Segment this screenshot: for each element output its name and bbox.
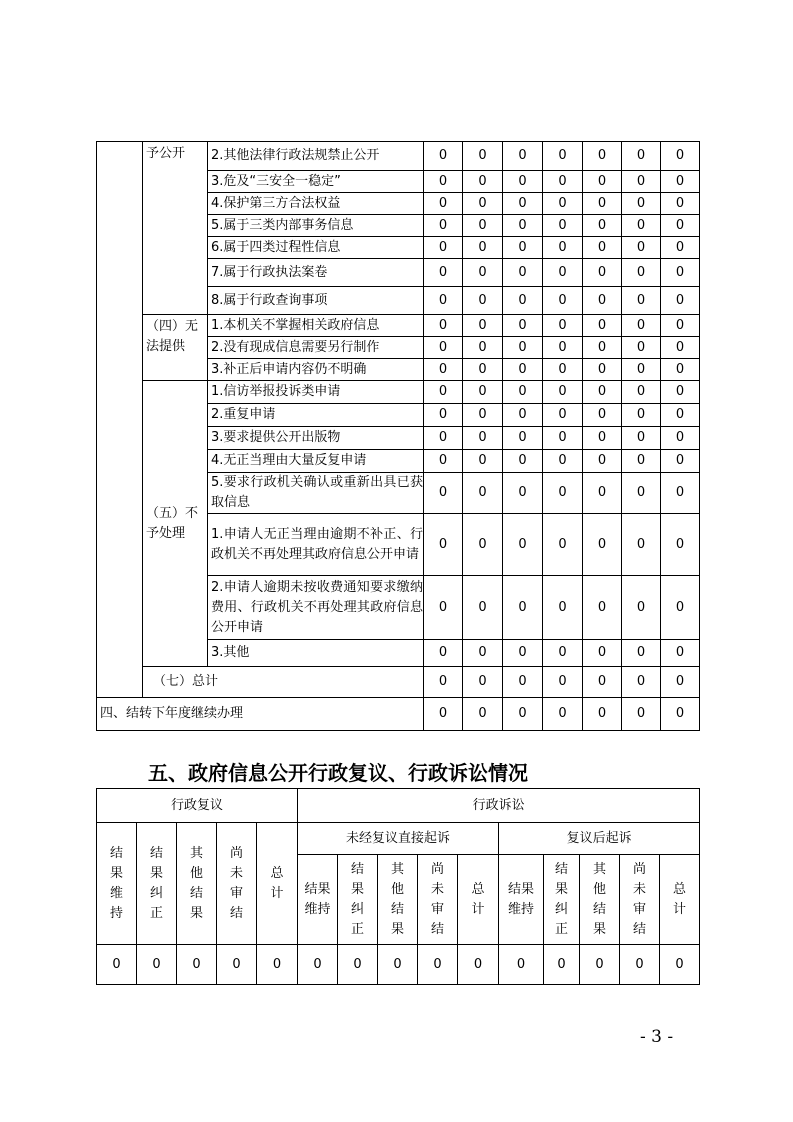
litigation-header: 行政诉讼 <box>298 789 700 823</box>
value-cell: 0 <box>543 427 583 450</box>
value-cell: 0 <box>583 514 622 576</box>
value-cell: 0 <box>503 381 543 404</box>
value-cell: 0 <box>583 193 622 215</box>
direct-other-result <box>378 855 418 945</box>
value-cell: 0 <box>543 359 583 381</box>
value-cell: 0 <box>503 667 543 698</box>
value-cell: 0 <box>583 359 622 381</box>
value-cell: 0 <box>503 576 543 640</box>
value-cell: 0 <box>424 315 463 337</box>
after-other-result <box>580 855 620 945</box>
value-cell: 0 <box>463 381 503 404</box>
value-cell: 0 <box>503 215 543 237</box>
value-cell: 0 <box>503 514 543 576</box>
col-label: 结果维持 <box>109 845 123 921</box>
value-cell: 0 <box>503 450 543 473</box>
review-litigation-table <box>96 788 700 985</box>
value-cell: 0 <box>622 171 661 193</box>
value-cell: 0 <box>463 359 503 381</box>
after-result-corrected <box>544 855 580 945</box>
outer-blank-cell <box>97 142 143 698</box>
value-cell: 0 <box>583 640 622 667</box>
direct-suit-header: 未经复议直接起诉 <box>298 823 499 855</box>
value-cell: 0 <box>424 667 463 698</box>
col-label: 结果维持 <box>304 881 331 917</box>
col-label: 总计 <box>270 865 284 901</box>
value-cell: 0 <box>543 473 583 514</box>
value-cell: 0 <box>463 142 503 171</box>
row-label: 7.属于行政执法案卷 <box>208 259 424 287</box>
value-cell: 0 <box>661 337 700 359</box>
value-cell: 0 <box>583 450 622 473</box>
row-label: 2.申请人逾期未按收费通知要求缴纳费用、行政机关不再处理其政府信息公开申请 <box>208 576 424 640</box>
value-cell: 0 <box>543 576 583 640</box>
after-pending <box>620 855 660 945</box>
value-cell: 0 <box>424 337 463 359</box>
value-cell: 0 <box>424 259 463 287</box>
value-cell: 0 <box>424 640 463 667</box>
value-cell: 0 <box>580 945 620 985</box>
review-total <box>257 823 298 945</box>
value-cell: 0 <box>503 142 543 171</box>
value-cell: 0 <box>463 640 503 667</box>
value-cell: 0 <box>661 142 700 171</box>
review-result-corrected <box>137 823 177 945</box>
value-cell: 0 <box>661 450 700 473</box>
value-cell: 0 <box>543 698 583 731</box>
value-cell: 0 <box>217 945 257 985</box>
value-cell: 0 <box>660 945 700 985</box>
value-cell: 0 <box>543 287 583 315</box>
value-cell: 0 <box>543 514 583 576</box>
value-cell: 0 <box>543 381 583 404</box>
value-cell: 0 <box>622 359 661 381</box>
value-cell: 0 <box>503 640 543 667</box>
value-cell: 0 <box>463 237 503 259</box>
value-cell: 0 <box>622 215 661 237</box>
value-cell: 0 <box>661 359 700 381</box>
value-cell: 0 <box>661 315 700 337</box>
value-cell: 0 <box>543 337 583 359</box>
value-cell: 0 <box>298 945 338 985</box>
value-cell: 0 <box>622 315 661 337</box>
category-not-processed: （五）不予处理 <box>143 381 208 667</box>
value-cell: 0 <box>503 237 543 259</box>
col-label: 总计 <box>471 881 485 917</box>
col-label: 结果维持 <box>508 881 535 917</box>
row-label: 1.本机关不掌握相关政府信息 <box>208 315 424 337</box>
value-cell: 0 <box>463 315 503 337</box>
row-label: 2.其他法律行政法规禁止公开 <box>208 142 424 171</box>
value-cell: 0 <box>622 404 661 427</box>
after-result-upheld <box>499 855 544 945</box>
row-label: 1.申请人无正当理由逾期不补正、行政机关不再处理其政府信息公开申请 <box>208 514 424 576</box>
value-cell: 0 <box>97 945 137 985</box>
col-label: 其他结果 <box>391 861 405 937</box>
value-cell: 0 <box>378 945 418 985</box>
value-cell: 0 <box>661 287 700 315</box>
value-cell: 0 <box>463 473 503 514</box>
value-cell: 0 <box>424 404 463 427</box>
value-cell: 0 <box>543 315 583 337</box>
value-cell: 0 <box>661 171 700 193</box>
value-cell: 0 <box>424 359 463 381</box>
table-row <box>97 381 700 404</box>
row-label: 3.补正后申请内容仍不明确 <box>208 359 424 381</box>
value-cell: 0 <box>503 698 543 731</box>
carry-over-row <box>97 698 700 731</box>
value-cell: 0 <box>543 404 583 427</box>
value-cell: 0 <box>424 450 463 473</box>
value-cell: 0 <box>661 237 700 259</box>
value-cell: 0 <box>661 381 700 404</box>
value-cell: 0 <box>583 404 622 427</box>
value-cell: 0 <box>424 514 463 576</box>
value-cell: 0 <box>418 945 458 985</box>
value-cell: 0 <box>583 287 622 315</box>
col-label: 结果纠正 <box>351 861 365 937</box>
col-label: 其他结果 <box>189 845 203 921</box>
col-label: 尚未审结 <box>431 861 445 937</box>
value-cell: 0 <box>622 237 661 259</box>
col-label: 尚未审结 <box>229 845 243 921</box>
review-other-result <box>177 823 217 945</box>
value-cell: 0 <box>463 215 503 237</box>
value-cell: 0 <box>544 945 580 985</box>
page-number: - 3 - <box>640 1027 674 1047</box>
col-label: 尚未审结 <box>633 861 647 937</box>
value-cell: 0 <box>503 259 543 287</box>
value-cell: 0 <box>543 259 583 287</box>
value-cell: 0 <box>583 215 622 237</box>
value-cell: 0 <box>622 514 661 576</box>
value-cell: 0 <box>622 667 661 698</box>
value-cell: 0 <box>424 171 463 193</box>
row-label: 4.无正当理由大量反复申请 <box>208 450 424 473</box>
value-cell: 0 <box>543 450 583 473</box>
col-label: 结果纠正 <box>555 861 569 937</box>
value-cell: 0 <box>458 945 499 985</box>
row-label: 8.属于行政查询事项 <box>208 287 424 315</box>
direct-result-upheld <box>298 855 338 945</box>
value-cell: 0 <box>622 259 661 287</box>
value-cell: 0 <box>424 142 463 171</box>
value-cell: 0 <box>137 945 177 985</box>
direct-result-corrected <box>338 855 378 945</box>
row-label: 3.要求提供公开出版物 <box>208 427 424 450</box>
value-cell: 0 <box>583 142 622 171</box>
value-cell: 0 <box>463 171 503 193</box>
col-label: 总计 <box>673 881 687 917</box>
value-cell: 0 <box>661 193 700 215</box>
value-cell: 0 <box>463 259 503 287</box>
value-cell: 0 <box>661 427 700 450</box>
row-label: 5.要求行政机关确认或重新出具已获取信息 <box>208 473 424 514</box>
value-cell: 0 <box>583 171 622 193</box>
row-label: 2.重复申请 <box>208 404 424 427</box>
category-cont: 予公开 <box>143 142 208 315</box>
value-cell: 0 <box>463 667 503 698</box>
row-label: 2.没有现成信息需要另行制作 <box>208 337 424 359</box>
value-cell: 0 <box>503 473 543 514</box>
value-cell: 0 <box>463 450 503 473</box>
row-label: 1.信访举报投诉类申请 <box>208 381 424 404</box>
value-cell: 0 <box>543 640 583 667</box>
value-cell: 0 <box>503 427 543 450</box>
value-cell: 0 <box>503 193 543 215</box>
value-cell: 0 <box>583 337 622 359</box>
value-cell: 0 <box>503 337 543 359</box>
value-cell: 0 <box>622 381 661 404</box>
total-row <box>97 667 700 698</box>
value-cell: 0 <box>622 142 661 171</box>
value-cell: 0 <box>463 404 503 427</box>
row-label: 6.属于四类过程性信息 <box>208 237 424 259</box>
value-cell: 0 <box>463 514 503 576</box>
value-cell: 0 <box>177 945 217 985</box>
review-result-upheld <box>97 823 137 945</box>
value-cell: 0 <box>463 193 503 215</box>
carry-over-label: 四、结转下年度继续办理 <box>97 698 424 731</box>
value-cell: 0 <box>424 473 463 514</box>
value-cell: 0 <box>661 698 700 731</box>
value-cell: 0 <box>622 193 661 215</box>
value-cell: 0 <box>661 259 700 287</box>
review-header: 行政复议 <box>97 789 298 823</box>
value-cell: 0 <box>661 215 700 237</box>
value-cell: 0 <box>424 698 463 731</box>
direct-total <box>458 855 499 945</box>
after-review-suit-header: 复议后起诉 <box>499 823 700 855</box>
value-cell: 0 <box>463 337 503 359</box>
value-cell: 0 <box>543 667 583 698</box>
value-cell: 0 <box>543 193 583 215</box>
value-cell: 0 <box>503 404 543 427</box>
direct-pending <box>418 855 458 945</box>
value-cell: 0 <box>338 945 378 985</box>
value-cell: 0 <box>424 215 463 237</box>
table-row <box>97 315 700 337</box>
row-label: 4.保护第三方合法权益 <box>208 193 424 215</box>
value-cell: 0 <box>583 315 622 337</box>
value-cell: 0 <box>622 450 661 473</box>
value-cell: 0 <box>543 171 583 193</box>
table-row <box>97 142 700 171</box>
value-cell: 0 <box>661 473 700 514</box>
application-handling-table <box>96 141 700 731</box>
value-cell: 0 <box>661 404 700 427</box>
value-cell: 0 <box>424 381 463 404</box>
value-cell: 0 <box>543 237 583 259</box>
value-cell: 0 <box>257 945 298 985</box>
value-cell: 0 <box>424 193 463 215</box>
value-cell: 0 <box>622 698 661 731</box>
row-label: 3.其他 <box>208 640 424 667</box>
value-cell: 0 <box>499 945 544 985</box>
value-cell: 0 <box>463 287 503 315</box>
col-label: 结果纠正 <box>149 845 163 921</box>
value-cell: 0 <box>583 427 622 450</box>
value-cell: 0 <box>622 427 661 450</box>
value-cell: 0 <box>583 698 622 731</box>
col-label: 其他结果 <box>593 861 607 937</box>
value-cell: 0 <box>622 640 661 667</box>
category-unable: （四）无法提供 <box>143 315 208 381</box>
value-cell: 0 <box>661 514 700 576</box>
value-cell: 0 <box>583 667 622 698</box>
value-cell: 0 <box>622 287 661 315</box>
value-cell: 0 <box>622 337 661 359</box>
review-pending <box>217 823 257 945</box>
value-cell: 0 <box>583 473 622 514</box>
row-label: 3.危及“三安全一稳定” <box>208 171 424 193</box>
value-cell: 0 <box>503 287 543 315</box>
value-cell: 0 <box>543 142 583 171</box>
value-cell: 0 <box>424 287 463 315</box>
value-cell: 0 <box>583 237 622 259</box>
value-cell: 0 <box>424 576 463 640</box>
value-cell: 0 <box>463 427 503 450</box>
value-cell: 0 <box>583 576 622 640</box>
value-cell: 0 <box>503 315 543 337</box>
value-cell: 0 <box>503 359 543 381</box>
value-cell: 0 <box>622 576 661 640</box>
value-cell: 0 <box>661 667 700 698</box>
value-cell: 0 <box>622 473 661 514</box>
value-cell: 0 <box>661 640 700 667</box>
value-cell: 0 <box>543 215 583 237</box>
value-cell: 0 <box>424 237 463 259</box>
value-cell: 0 <box>503 171 543 193</box>
value-cell: 0 <box>661 576 700 640</box>
after-total <box>660 855 700 945</box>
value-cell: 0 <box>463 698 503 731</box>
value-cell: 0 <box>583 259 622 287</box>
section-title: 五、政府信息公开行政复议、行政诉讼情况 <box>148 761 528 785</box>
value-cell: 0 <box>620 945 660 985</box>
value-cell: 0 <box>583 381 622 404</box>
row-label: 5.属于三类内部事务信息 <box>208 215 424 237</box>
value-cell: 0 <box>463 576 503 640</box>
values-row <box>97 945 700 985</box>
value-cell: 0 <box>424 427 463 450</box>
total-label: （七）总计 <box>143 667 424 698</box>
